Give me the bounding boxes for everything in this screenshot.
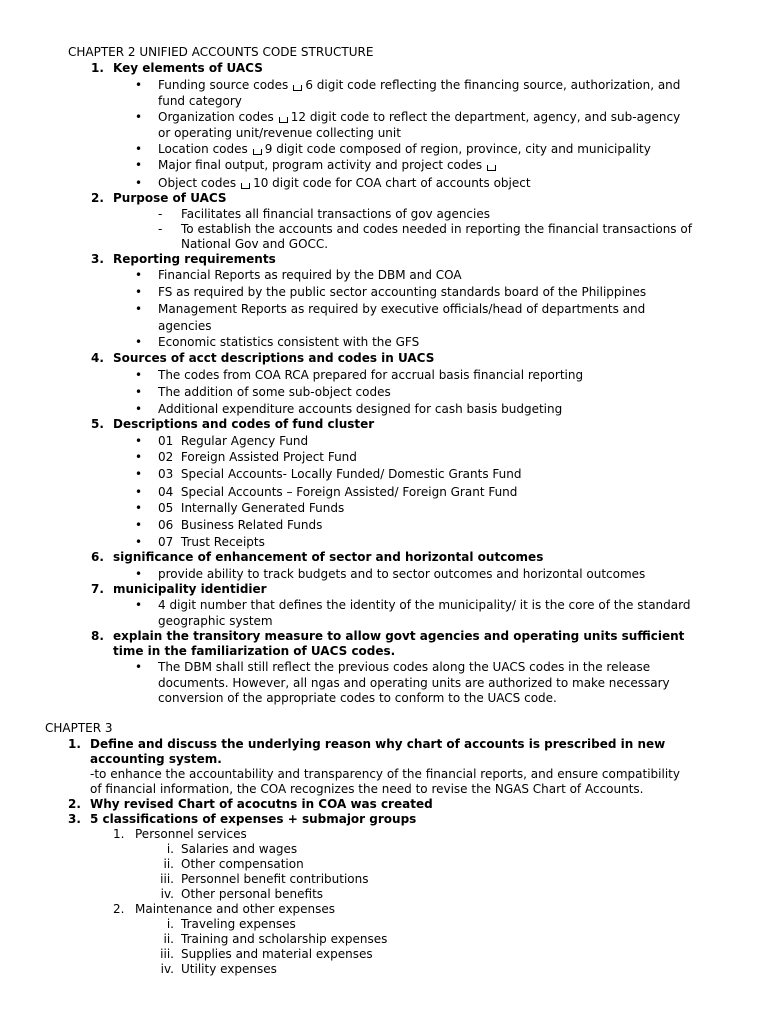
list-item: Funding source codes 6 digit code reflecting the financing source, authorization, and bbox=[158, 78, 681, 92]
chapter-2-title: CHAPTER 2 UNIFIED ACCOUNTS CODE STRUCTURE bbox=[68, 45, 374, 59]
sub-list-number: 1. bbox=[113, 827, 125, 841]
bullet: • bbox=[135, 385, 143, 399]
bullet: • bbox=[135, 450, 143, 464]
link-marker-icon bbox=[241, 183, 250, 189]
answer-text-continued: of financial information, the COA recognizes the need to revise the NGAS Chart of Accounts. bbox=[90, 782, 644, 796]
list-item: Traveling expenses bbox=[181, 917, 296, 931]
list-item: 03 Special Accounts- Locally Funded/ Domestic Grants Fund bbox=[158, 467, 522, 481]
list-item-continued: agencies bbox=[158, 319, 212, 333]
list-item: Economic statistics consistent with the GFS bbox=[158, 335, 420, 349]
list-item: 4 digit number that defines the identity of the municipality/ it is the core of the standard bbox=[158, 598, 691, 612]
list-item: Major final output, program activity and project codes bbox=[158, 158, 499, 173]
list-number: 7. bbox=[91, 582, 104, 596]
section-heading: Why revised Chart of acocutns in COA was created bbox=[90, 797, 433, 811]
list-item: The codes from COA RCA prepared for accrual basis financial reporting bbox=[158, 368, 584, 382]
list-item: Utility expenses bbox=[181, 962, 277, 976]
bullet: • bbox=[135, 434, 143, 448]
dash-marker: - bbox=[158, 207, 163, 221]
list-item: Location codes 9 digit code composed of region, province, city and municipality bbox=[158, 142, 651, 156]
bullet: • bbox=[135, 176, 143, 190]
roman-numeral: ii. bbox=[163, 857, 174, 871]
roman-numeral: i. bbox=[166, 917, 174, 931]
list-item: 05 Internally Generated Funds bbox=[158, 501, 345, 515]
roman-numeral: ii. bbox=[163, 932, 174, 946]
list-item-continued: geographic system bbox=[158, 614, 273, 628]
list-item-continued: documents. However, all ngas and operating units are authorized to make necessary bbox=[158, 676, 670, 690]
bullet: • bbox=[135, 402, 143, 416]
list-item: Other compensation bbox=[181, 857, 304, 871]
section-heading: municipality identidier bbox=[113, 582, 267, 596]
dash-marker: - bbox=[158, 222, 163, 236]
section-heading: Reporting requirements bbox=[113, 252, 276, 266]
list-item: Management Reports as required by executive officials/head of departments and bbox=[158, 302, 646, 316]
roman-numeral: iii. bbox=[160, 872, 174, 886]
list-item: Object codes 10 digit code for COA chart of accounts object bbox=[158, 176, 531, 190]
answer-text: -to enhance the accountability and transparency of the financial reports, and ensure compatibility bbox=[90, 767, 680, 781]
list-number: 5. bbox=[91, 417, 104, 431]
list-item: Organization codes 12 digit code to reflect the department, agency, and sub-agency bbox=[158, 110, 681, 124]
bullet: • bbox=[135, 368, 143, 382]
list-number: 6. bbox=[91, 550, 104, 564]
list-item: provide ability to track budgets and to sector outcomes and horizontal outcomes bbox=[158, 567, 646, 581]
bullet: • bbox=[135, 110, 143, 124]
list-number: 1. bbox=[91, 61, 104, 75]
bullet: • bbox=[135, 78, 143, 92]
section-heading: Key elements of UACS bbox=[113, 61, 263, 75]
list-item: 02 Foreign Assisted Project Fund bbox=[158, 450, 357, 464]
bullet: • bbox=[135, 467, 143, 481]
list-number: 3. bbox=[68, 812, 81, 826]
list-item-continued: conversion of the appropriate codes to conform to the UACS code. bbox=[158, 691, 557, 705]
section-heading: 5 classifications of expenses + submajor groups bbox=[90, 812, 417, 826]
bullet: • bbox=[135, 142, 143, 156]
list-item: Supplies and material expenses bbox=[181, 947, 373, 961]
list-number: 8. bbox=[91, 629, 104, 643]
link-marker-icon bbox=[253, 149, 262, 155]
list-item: Other personal benefits bbox=[181, 887, 324, 901]
list-item: The addition of some sub-object codes bbox=[158, 385, 391, 399]
sub-list-number: 2. bbox=[113, 902, 125, 916]
section-heading-continued: accounting system. bbox=[90, 752, 222, 766]
bullet: • bbox=[135, 485, 143, 499]
section-heading-continued: time in the familiarization of UACS codes. bbox=[113, 644, 396, 658]
list-item-continued: fund category bbox=[158, 94, 242, 108]
sub-group-label: Personnel services bbox=[135, 827, 247, 841]
bullet: • bbox=[135, 598, 143, 612]
roman-numeral: iv. bbox=[160, 887, 174, 901]
roman-numeral: i. bbox=[166, 842, 174, 856]
list-number: 4. bbox=[91, 351, 104, 365]
section-heading: Sources of acct descriptions and codes in UACS bbox=[113, 351, 435, 365]
list-item: Additional expenditure accounts designed for cash basis budgeting bbox=[158, 402, 563, 416]
list-number: 2. bbox=[68, 797, 81, 811]
chapter-3-title: CHAPTER 3 bbox=[45, 721, 113, 735]
list-item: Personnel benefit contributions bbox=[181, 872, 369, 886]
list-item-continued: National Gov and GOCC. bbox=[181, 237, 329, 251]
bullet: • bbox=[135, 535, 143, 549]
bullet: • bbox=[135, 285, 143, 299]
roman-numeral: iv. bbox=[160, 962, 174, 976]
section-heading: explain the transitory measure to allow govt agencies and operating units sufficient bbox=[113, 629, 685, 643]
bullet: • bbox=[135, 302, 143, 316]
list-item: Training and scholarship expenses bbox=[181, 932, 388, 946]
list-item: The DBM shall still reflect the previous codes along the UACS codes in the release bbox=[158, 660, 651, 674]
list-number: 1. bbox=[68, 737, 81, 751]
list-item: Facilitates all financial transactions of gov agencies bbox=[181, 207, 490, 221]
section-heading: significance of enhancement of sector and horizontal outcomes bbox=[113, 550, 544, 564]
list-item: To establish the accounts and codes needed in reporting the financial transactions of bbox=[181, 222, 692, 236]
link-marker-icon bbox=[279, 117, 288, 123]
bullet: • bbox=[135, 335, 143, 349]
list-number: 2. bbox=[91, 191, 104, 205]
list-item: 01 Regular Agency Fund bbox=[158, 434, 309, 448]
bullet: • bbox=[135, 501, 143, 515]
bullet: • bbox=[135, 660, 143, 674]
roman-numeral: iii. bbox=[160, 947, 174, 961]
list-item: Salaries and wages bbox=[181, 842, 298, 856]
list-item: 04 Special Accounts – Foreign Assisted/ Foreign Grant Fund bbox=[158, 485, 518, 499]
list-item: Financial Reports as required by the DBM and COA bbox=[158, 268, 462, 282]
list-number: 3. bbox=[91, 252, 104, 266]
bullet: • bbox=[135, 158, 143, 172]
sub-group-label: Maintenance and other expenses bbox=[135, 902, 336, 916]
list-item: 06 Business Related Funds bbox=[158, 518, 323, 532]
link-marker-icon bbox=[487, 165, 496, 171]
section-heading: Purpose of UACS bbox=[113, 191, 227, 205]
list-item-continued: or operating unit/revenue collecting unit bbox=[158, 126, 401, 140]
bullet: • bbox=[135, 518, 143, 532]
bullet: • bbox=[135, 567, 143, 581]
section-heading: Define and discuss the underlying reason why chart of accounts is prescribed in new bbox=[90, 737, 666, 751]
list-item: 07 Trust Receipts bbox=[158, 535, 265, 549]
link-marker-icon bbox=[293, 85, 302, 91]
section-heading: Descriptions and codes of fund cluster bbox=[113, 417, 375, 431]
list-item: FS as required by the public sector accounting standards board of the Philippines bbox=[158, 285, 647, 299]
bullet: • bbox=[135, 268, 143, 282]
